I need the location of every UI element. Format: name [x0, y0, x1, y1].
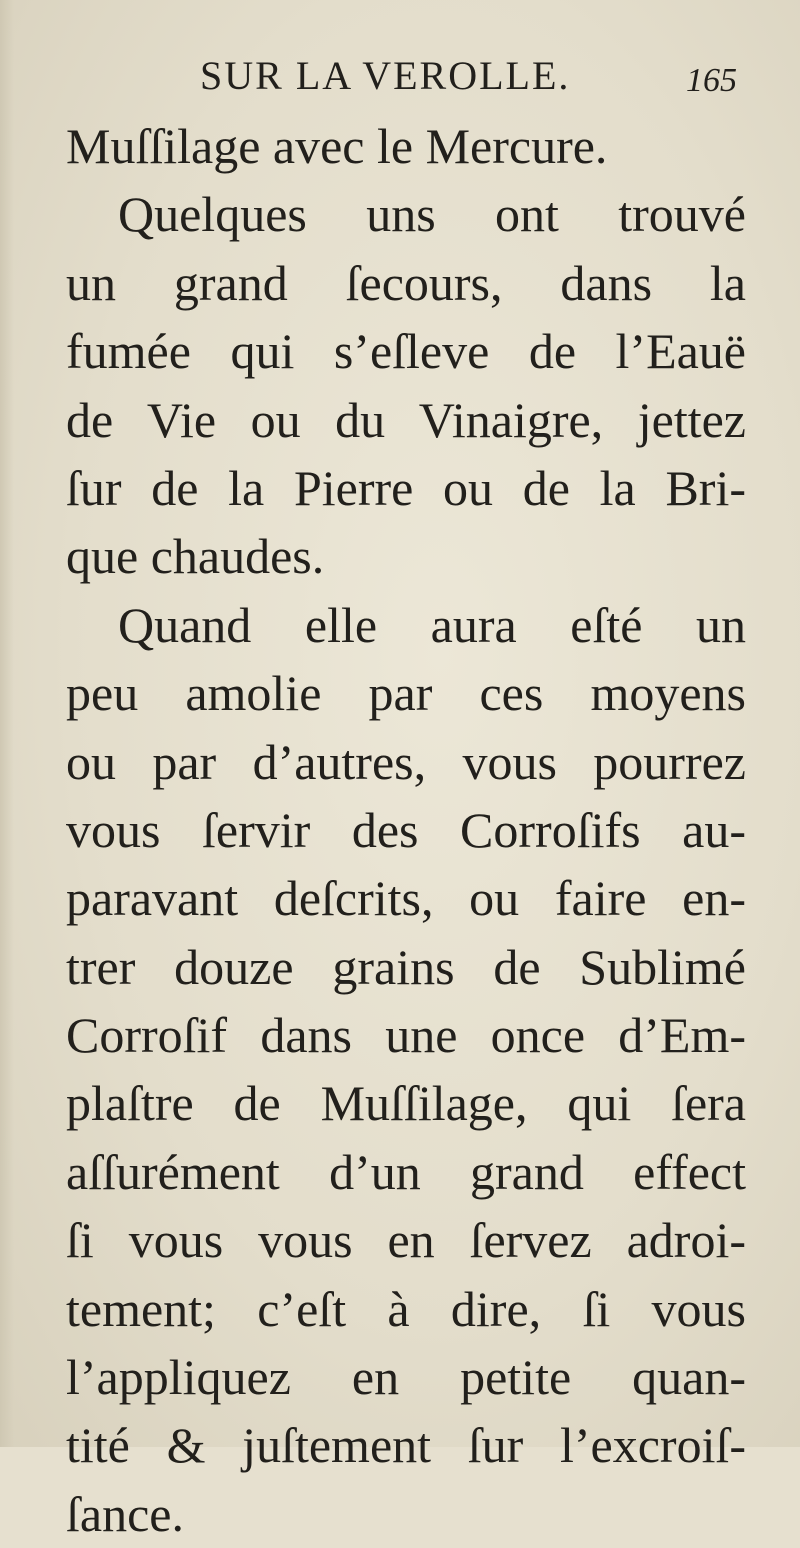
- text-line: Quand elle aura eſté un: [118, 596, 746, 653]
- text-line: trer douze grains de Sublimé: [66, 938, 746, 995]
- text-line: ſi vous vous en ſervez adroi-: [66, 1212, 746, 1269]
- text-line: fumée qui s’eſleve de l’Eauë: [66, 323, 746, 380]
- text-line: paravant deſcrits, ou faire en-: [66, 870, 746, 927]
- text-line: ou par d’autres, vous pourrez: [66, 733, 746, 790]
- text-line: vous ſervir des Corroſifs au-: [66, 801, 746, 858]
- text-line: tement; c’eſt à dire, ſi vous: [66, 1280, 746, 1337]
- text-line: l’appliquez en petite quan-: [66, 1349, 746, 1406]
- text-line: ſance.: [66, 1485, 184, 1542]
- running-head: SUR LA VEROLLE.: [200, 53, 571, 98]
- text-line: Quelques uns ont trouvé: [118, 186, 746, 243]
- page-header: [0, 52, 800, 112]
- text-line: aſſurément d’un grand effect: [66, 1143, 746, 1200]
- text-line: que chaudes.: [66, 528, 325, 585]
- text-line: Muſſilage avec le Mercure.: [66, 118, 608, 174]
- page-number: 165: [686, 62, 737, 99]
- text-line: tité & juſtement ſur l’excroiſ-: [66, 1417, 746, 1474]
- text-line: peu amolie par ces moyens: [66, 665, 746, 722]
- text-line: un grand ſecours, dans la: [66, 254, 746, 311]
- text-line: Corroſif dans une once d’Em-: [66, 1007, 746, 1064]
- page-edge-shadow: [0, 0, 14, 1447]
- text-line: ſur de la Pierre ou de la Bri-: [66, 459, 746, 516]
- body-text: [66, 112, 746, 1548]
- text-line: de Vie ou du Vinaigre, jettez: [66, 391, 746, 448]
- text-line: plaſtre de Muſſilage, qui ſera: [66, 1075, 746, 1132]
